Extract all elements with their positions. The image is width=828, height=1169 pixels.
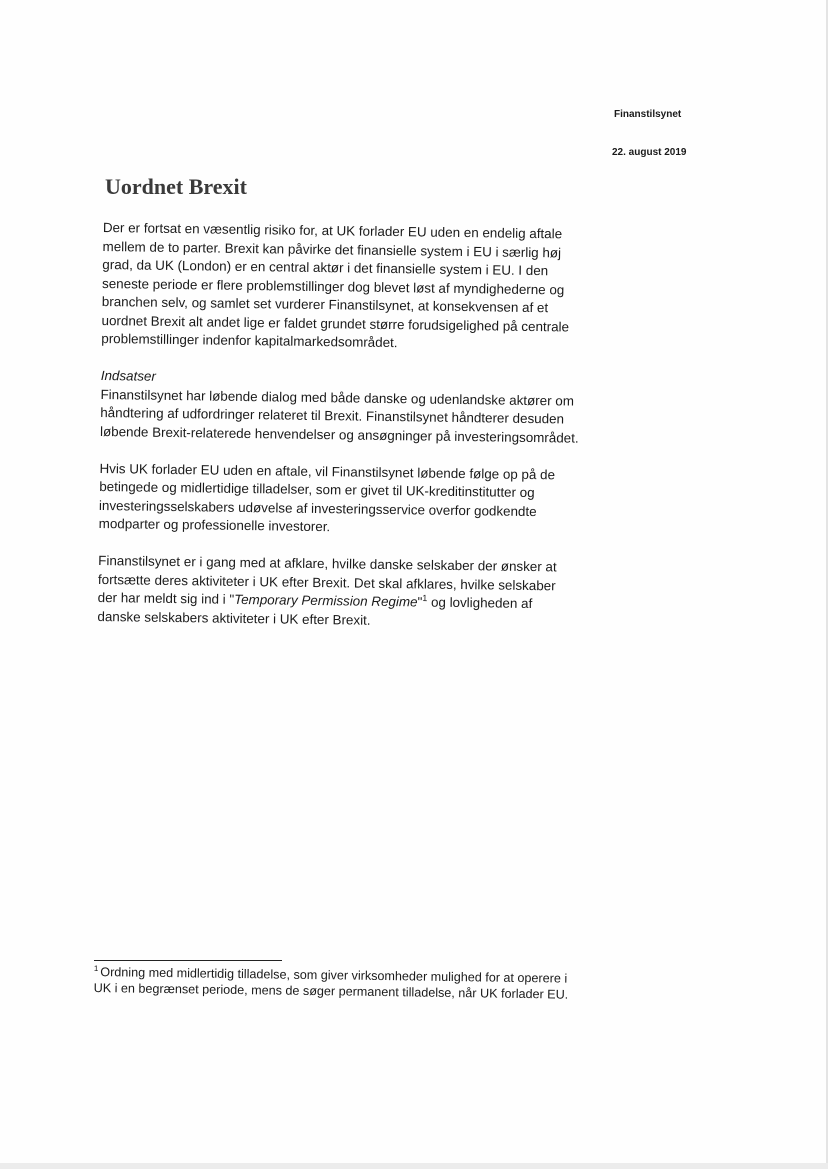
footnote-text: Ordning med midlertidig tilladelse, som giver virksomheder mulighed for at operere i UK i en begrænset periode, mens de søger permanent tilladelse, når UK forlader EU. — [93, 965, 569, 1002]
paragraph-indsatser-text: Finanstilsynet har løbende dialog med både danske og udenlandske aktører om håndtering af udfordringer relateret til Brexit. Finanstilsynet håndterer desuden løbende Brexit-relaterede henvendelser og ansøgninger på investeringsområdet. — [99, 386, 579, 446]
footnote-divider — [94, 960, 282, 961]
clarify-term: Temporary Permission Regime — [234, 591, 418, 610]
footnote-number: 1 — [93, 963, 99, 973]
footnote-reference[interactable]: 1 — [422, 593, 428, 604]
subheading-indsatser: Indsatser — [100, 367, 157, 384]
footnote — [94, 965, 579, 1003]
header-organization: Finanstilsynet — [614, 109, 682, 120]
page-bottom-edge — [0, 1163, 828, 1169]
clarify-quote-close: " — [417, 594, 423, 610]
clarify-text-after: og lovligheden af danske selskabers aktiviteter i UK efter Brexit. — [97, 594, 533, 628]
clarify-text-before: Finanstilsynet er i gang med at afklare, hvilke danske selskaber der ønsker at fortsætte deres aktiviteter i UK efter Brexit. Det skal afklares, hvilke selskaber der har meldt sig ind i " — [97, 552, 557, 607]
body-text — [97, 219, 583, 651]
paragraph-clarify — [97, 552, 578, 633]
paragraph-uk-exit: Hvis UK forlader EU uden en aftale, vil Finanstilsynet løbende følge op på de betingede og midlertidige tilladelser, som er givet til UK-kreditinstitutter og investeringsselskabers udøvelse af investeringsservice overfor godkendte modparter og professionelle investorer. — [98, 460, 556, 535]
paragraph-intro: Der er fortsat en væsentlig risiko for, at UK forlader EU uden en endelig aftale mellem de to parter. Brexit kan påvirke det finansielle system i EU i særlig høj grad, da UK (London) er en central aktør i det finansielle system i EU. I den seneste periode er flere problemstillinger dog blevet løst af myndighederne og branchen selv, og samlet set vurderer Finanstilsynet, at konsekvensen af et uordnet Brexit alt andet lige er faldet grundet større forudsigelighed på centrale problemstillinger indenfor kapitalmarkedsområdet. — [101, 219, 570, 351]
paragraph-indsatser — [100, 367, 581, 448]
header-date: 22. august 2019 — [612, 147, 687, 158]
page-title: Uordnet Brexit — [105, 174, 247, 199]
